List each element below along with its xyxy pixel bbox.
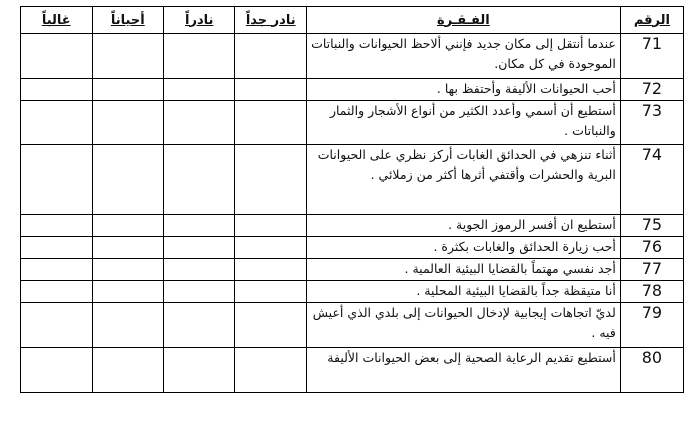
rating-very-rare-cell[interactable]: [235, 34, 306, 79]
row-statement: أحب الحيوانات الأليفة وأحتفظ بها .: [306, 79, 620, 101]
rating-sometimes-cell[interactable]: [92, 348, 163, 393]
table-row: [21, 259, 684, 281]
table-row: [21, 348, 684, 393]
rating-very-rare-cell[interactable]: [235, 145, 306, 215]
row-number: 72: [620, 79, 683, 101]
rating-sometimes-cell[interactable]: [92, 101, 163, 145]
row-statement: أحب زيارة الحدائق والغابات بكثرة .: [306, 237, 620, 259]
row-number: 75: [620, 215, 683, 237]
row-number: 74: [620, 145, 683, 215]
header-row: [21, 7, 684, 34]
rating-sometimes-cell[interactable]: [92, 237, 163, 259]
row-statement: لديّ اتجاهات إيجابية لإدخال الحيوانات إلى بلدي الذي أعيش فيه .: [306, 303, 620, 348]
rating-very-rare-cell[interactable]: [235, 303, 306, 348]
header-often: غالباً: [21, 7, 93, 34]
rating-often-cell[interactable]: [21, 34, 93, 79]
rating-often-cell[interactable]: [21, 303, 93, 348]
table-row: [21, 79, 684, 101]
row-statement: أستطيع تقديم الرعاية الصحية إلى بعض الحيوانات الأليفة: [306, 348, 620, 393]
table-row: [21, 215, 684, 237]
table-row: [21, 145, 684, 215]
rating-often-cell[interactable]: [21, 101, 93, 145]
rating-sometimes-cell[interactable]: [92, 303, 163, 348]
row-statement: أنا متيقظة جداً بالقضايا البيئية المحلية .: [306, 281, 620, 303]
rating-often-cell[interactable]: [21, 145, 93, 215]
row-number: 78: [620, 281, 683, 303]
rating-rare-cell[interactable]: [164, 79, 235, 101]
rating-sometimes-cell[interactable]: [92, 259, 163, 281]
rating-often-cell[interactable]: [21, 259, 93, 281]
rating-sometimes-cell[interactable]: [92, 145, 163, 215]
row-number: 79: [620, 303, 683, 348]
rating-rare-cell[interactable]: [164, 101, 235, 145]
table-row: [21, 237, 684, 259]
rating-often-cell[interactable]: [21, 348, 93, 393]
row-number: 71: [620, 34, 683, 79]
rating-very-rare-cell[interactable]: [235, 259, 306, 281]
rating-very-rare-cell[interactable]: [235, 79, 306, 101]
table-row: [21, 281, 684, 303]
rating-very-rare-cell[interactable]: [235, 281, 306, 303]
rating-sometimes-cell[interactable]: [92, 79, 163, 101]
rating-sometimes-cell[interactable]: [92, 215, 163, 237]
header-rare: نادراً: [164, 7, 235, 34]
table-row: [21, 101, 684, 145]
row-number: 77: [620, 259, 683, 281]
questionnaire-table: [20, 6, 684, 393]
table-row: [21, 34, 684, 79]
rating-rare-cell[interactable]: [164, 348, 235, 393]
row-statement: عندما أنتقل إلى مكان جديد فإنني ألاحظ الحيوانات والنباتات الموجودة في كل مكان.: [306, 34, 620, 79]
table-row: [21, 303, 684, 348]
rating-rare-cell[interactable]: [164, 237, 235, 259]
rating-rare-cell[interactable]: [164, 303, 235, 348]
rating-rare-cell[interactable]: [164, 145, 235, 215]
rating-sometimes-cell[interactable]: [92, 34, 163, 79]
rating-very-rare-cell[interactable]: [235, 348, 306, 393]
row-number: 76: [620, 237, 683, 259]
row-statement: أثناء تنزهي في الحدائق الغابات أركز نظري على الحيوانات البرية والحشرات وأقتفي أثرها أكثر من زملائي .: [306, 145, 620, 215]
header-number: الرقم: [620, 7, 683, 34]
row-statement: أجد نفسي مهتماً بالقضايا البيئية العالمية .: [306, 259, 620, 281]
rating-often-cell[interactable]: [21, 79, 93, 101]
rating-often-cell[interactable]: [21, 215, 93, 237]
row-number: 73: [620, 101, 683, 145]
header-very-rare: نادر جداً: [235, 7, 306, 34]
rating-very-rare-cell[interactable]: [235, 215, 306, 237]
row-statement: أستطيع ان أفسر الرموز الجوية .: [306, 215, 620, 237]
rating-rare-cell[interactable]: [164, 281, 235, 303]
rating-rare-cell[interactable]: [164, 215, 235, 237]
rating-very-rare-cell[interactable]: [235, 101, 306, 145]
rating-very-rare-cell[interactable]: [235, 237, 306, 259]
row-number: 80: [620, 348, 683, 393]
rating-rare-cell[interactable]: [164, 259, 235, 281]
rating-rare-cell[interactable]: [164, 34, 235, 79]
rating-often-cell[interactable]: [21, 237, 93, 259]
rating-sometimes-cell[interactable]: [92, 281, 163, 303]
rating-often-cell[interactable]: [21, 281, 93, 303]
header-sometimes: أحياناً: [92, 7, 163, 34]
row-statement: أستطيع أن أسمي وأعدد الكثير من أنواع الأشجار والثمار والنباتات .: [306, 101, 620, 145]
header-statement: الفـقـرة: [306, 7, 620, 34]
